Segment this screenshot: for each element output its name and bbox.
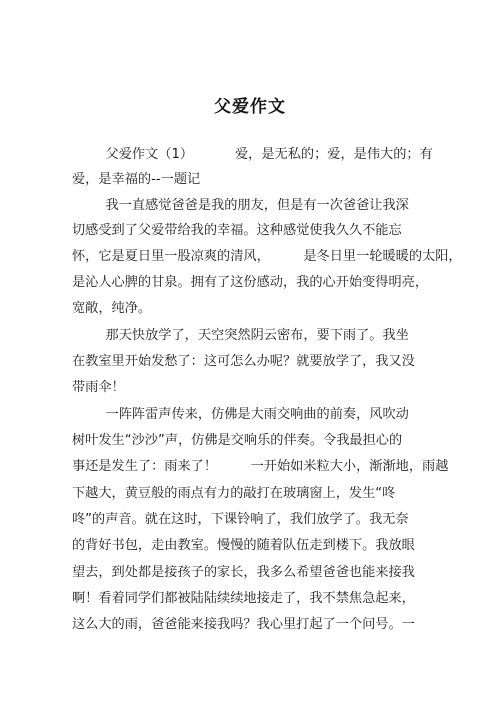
paragraph-line: 一阵阵雷声传来，仿佛是大雨交响曲的前奏，风吹动 bbox=[72, 407, 409, 422]
paragraph-line: 怀，它是夏日里一股凉爽的清风， 是冬日里一轮暖暖的太阳， bbox=[72, 249, 462, 264]
paragraph-line: 带雨伞！ bbox=[72, 380, 125, 395]
paragraph-line: 爱，是幸福的--一题记 bbox=[72, 172, 201, 187]
paragraph-line: 咚”的声音。就在这时，下课铃响了，我们放学了。我无奈 bbox=[72, 512, 409, 527]
paragraph-line: 是沁人心脾的甘泉。拥有了这份感动，我的心开始变得明亮， bbox=[72, 275, 429, 290]
paragraph-line: 望去，到处都是接孩子的家长，我多么希望爸爸也能来接我 bbox=[72, 565, 415, 580]
paragraph-line: 这么大的雨，爸爸能来接我吗？我心里打起了一个问号。一 bbox=[72, 617, 415, 632]
document-title: 父爱作文 bbox=[214, 97, 286, 117]
paragraph-line: 事还是发生了：雨来了！ 一开始如米粒大小，渐渐地，雨越 bbox=[72, 459, 449, 474]
paragraph-line: 宽敞，纯净。 bbox=[72, 301, 152, 316]
paragraph-line: 那天快放学了，天空突然阴云密布，要下雨了。我坐 bbox=[72, 328, 409, 343]
paragraph-line: 父爱作文（1） 爱，是无私的；爱，是伟大的；有 bbox=[72, 147, 433, 162]
paragraph-line: 下越大，黄豆般的雨点有力的敲打在玻璃窗上，发生“咚 bbox=[72, 486, 396, 501]
paragraph-line: 我一直感觉爸爸是我的朋友，但是有一次爸爸让我深 bbox=[72, 198, 409, 213]
paragraph-line: 啊！看着同学们都被陆陆续续地接走了，我不禁焦急起来， bbox=[72, 591, 415, 606]
paragraph-line: 切感受到了父爱带给我的幸福。这种感觉使我久久不能忘 bbox=[72, 223, 402, 238]
paragraph-line: 树叶发生“沙沙”声，仿佛是交响乐的伴奏。令我最担心的 bbox=[72, 433, 403, 448]
paragraph-line: 的背好书包，走由教室。慢慢的随着队伍走到楼下。我放眼 bbox=[72, 538, 415, 553]
paragraph-line: 在教室里开始发愁了：这可怎么办呢？就要放学了，我又没 bbox=[72, 354, 415, 369]
